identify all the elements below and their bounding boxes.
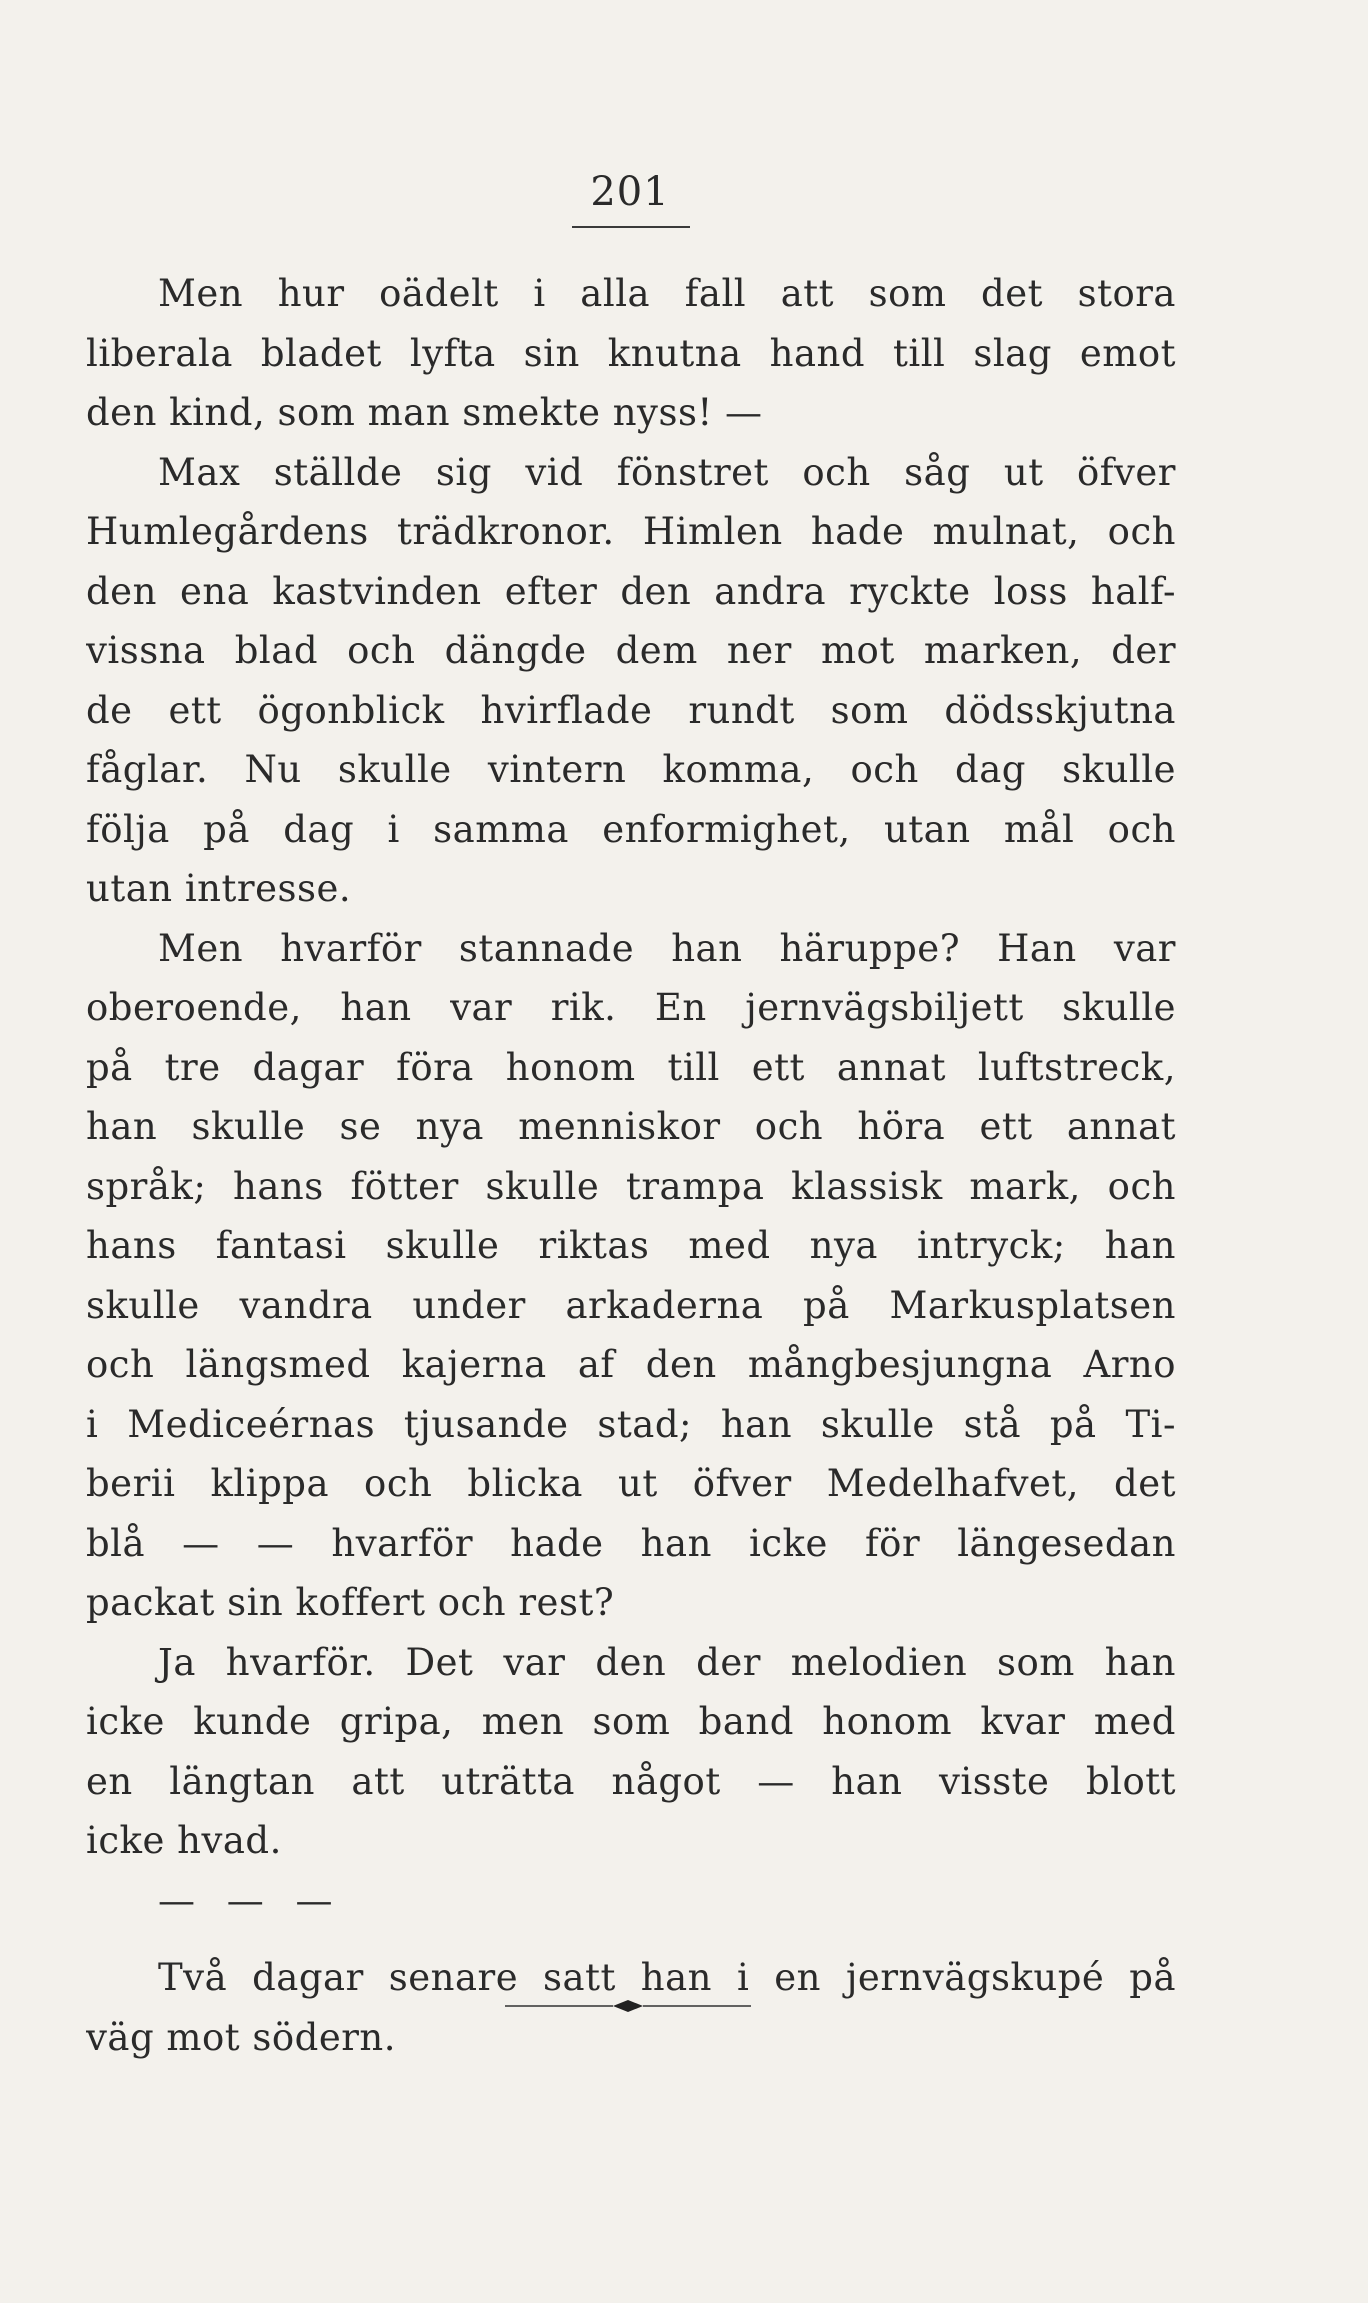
text-line: Max ställde sig vid fönstret och såg ut öfver	[158, 450, 1176, 494]
text-line: blå — — hvarför hade han icke för längesedan	[86, 1521, 1176, 1565]
main-paragraphs	[86, 264, 1176, 1871]
text-line: den ena kastvinden efter den andra ryckte loss half-	[86, 569, 1176, 613]
text-line: Ja hvarför. Det var den der melodien som han	[158, 1640, 1176, 1684]
text-line: liberala bladet lyfta sin knutna hand till slag emot	[86, 331, 1176, 375]
text-line: språk; hans fötter skulle trampa klassisk mark, och	[86, 1164, 1176, 1208]
text-line: oberoende, han var rik. En jernvägsbiljett skulle	[86, 986, 1176, 1029]
text-line: den kind, som man smekte nyss! —	[86, 391, 763, 434]
text-line: icke hvad.	[86, 1819, 282, 1862]
page-number: 201	[590, 169, 670, 215]
text-line: Två dagar senare satt han i en jernvägskupé på	[158, 1956, 1176, 1999]
text-line: och längsmed kajerna af den mångbesjungna Arno	[86, 1343, 1176, 1386]
text-line: berii klippa och blicka ut öfver Medelhafvet, det	[86, 1462, 1176, 1505]
text-line: följa på dag i samma enformighet, utan mål och	[86, 807, 1176, 851]
page-number-rule	[572, 226, 690, 228]
text-line: skulle vandra under arkaderna på Markusplatsen	[86, 1283, 1176, 1327]
text-line: Men hur oädelt i alla fall att som det stora	[158, 272, 1176, 315]
text-line: Humlegårdens trädkronor. Himlen hade mulnat, och	[86, 510, 1176, 553]
section-separator: — — —	[158, 1878, 343, 1922]
text-line: utan intresse.	[86, 867, 352, 910]
text-line: en längtan att uträtta något — han visste blott	[86, 1759, 1176, 1803]
text-line: icke kunde gripa, men som band honom kvar med	[86, 1700, 1176, 1743]
text-line: väg mot södern.	[86, 2015, 397, 2059]
text-line: de ett ögonblick hvirflade rundt som dödsskjutna	[86, 688, 1176, 732]
text-line: i Mediceérnas tjusande stad; han skulle stå på Ti-	[86, 1402, 1176, 1446]
separator-gap	[86, 1930, 1176, 1948]
text-line: han skulle se nya menniskor och höra ett annat	[86, 1105, 1176, 1148]
text-line: Men hvarför stannade han häruppe? Han var	[158, 926, 1176, 970]
text-line: fåglar. Nu skulle vintern komma, och dag skulle	[86, 748, 1176, 791]
text-line: packat sin koffert och rest?	[86, 1581, 615, 1624]
body-text	[86, 264, 1176, 2067]
text-line: hans fantasi skulle riktas med nya intryck; han	[86, 1224, 1176, 1267]
end-ornament-icon	[505, 1996, 751, 2016]
text-line: på tre dagar föra honom till ett annat luftstreck,	[86, 1045, 1176, 1089]
text-line: vissna blad och dängde dem ner mot marken, der	[86, 629, 1176, 672]
